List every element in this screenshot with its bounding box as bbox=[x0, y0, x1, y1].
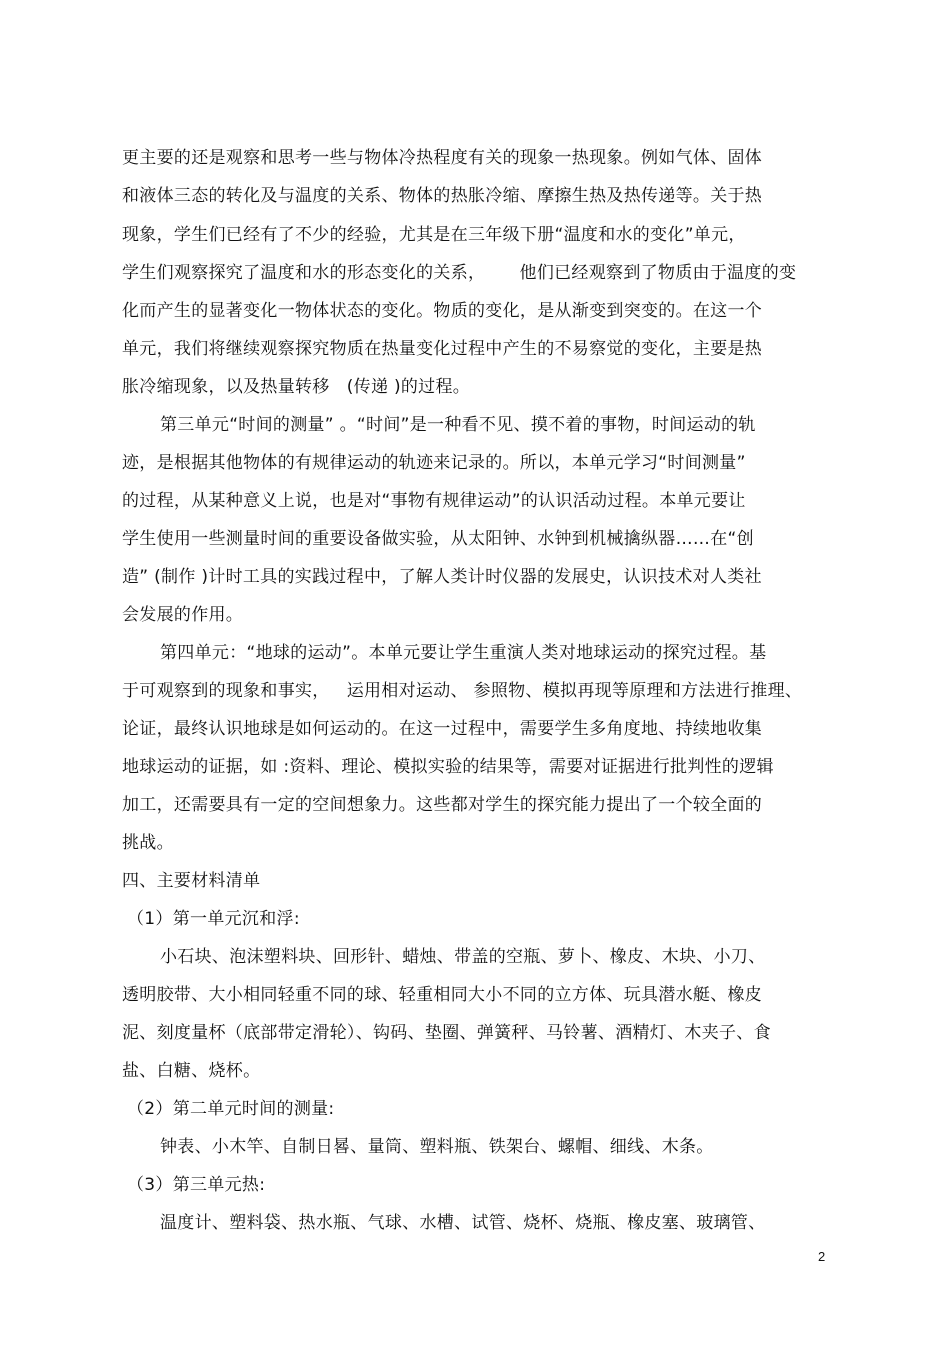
text-line: 单元，我们将继续观察探究物质在热量变化过程中产生的不易察觉的变化，主要是热 bbox=[122, 339, 763, 359]
text-line: 现象，学生们已经有了不少的经验，尤其是在三年级下册“温度和水的变化”单元， bbox=[122, 225, 746, 245]
paragraph-start-line: 第四单元：“地球的运动”。本单元要让学生重演人类对地球运动的探究过程。基 bbox=[160, 643, 767, 663]
page-number: 2 bbox=[818, 1249, 826, 1264]
text-line: 的过程，从某种意义上说，也是对“事物有规律运动”的认识活动过程。本单元要让 bbox=[122, 491, 746, 511]
text-line: 学生们观察探究了温度和水的形态变化的关系， 他们已经观察到了物质由于温度的变 bbox=[122, 263, 797, 283]
text-line: 加工，还需要具有一定的空间想象力。这些都对学生的探究能力提出了一个较全面的 bbox=[122, 795, 763, 815]
paragraph-start-line: 第三单元“时间的测量” 。“时间”是一种看不见、摸不着的事物，时间运动的轨 bbox=[160, 415, 756, 435]
text-line: 造” (制作 )计时工具的实践过程中，了解人类计时仪器的发展史，认识技术对人类社 bbox=[122, 567, 762, 587]
list-subheading: （3）第三单元热: bbox=[127, 1175, 266, 1195]
text-line: 更主要的还是观察和思考一些与物体冷热程度有关的现象一热现象。例如气体、固体 bbox=[122, 148, 763, 168]
text-line: 化而产生的显著变化一物体状态的变化。物质的变化，是从渐变到突变的。在这一个 bbox=[122, 301, 763, 321]
text-line: 挑战。 bbox=[122, 833, 174, 853]
paragraph-start-line: 钟表、小木竿、自制日晷、量筒、塑料瓶、铁架台、螺帽、细线、木条。 bbox=[160, 1137, 714, 1157]
text-line: 于可观察到的现象和事实， 运用相对运动、 参照物、模拟再现等原理和方法进行推理、 bbox=[122, 681, 803, 701]
list-subheading: （1）第一单元沉和浮: bbox=[127, 909, 300, 929]
text-line: 盐、白糖、烧杯。 bbox=[122, 1061, 261, 1081]
text-line: 胀冷缩现象，以及热量转移 (传递 )的过程。 bbox=[122, 377, 471, 397]
paragraph-start-line: 温度计、塑料袋、热水瓶、气球、水槽、试管、烧杯、烧瓶、橡皮塞、玻璃管、 bbox=[160, 1213, 766, 1233]
text-line: 学生使用一些测量时间的重要设备做实验，从太阳钟、水钟到机械擒纵器……在“创 bbox=[122, 529, 754, 549]
paragraph-start-line: 小石块、泡沫塑料块、回形针、蜡烛、带盖的空瓶、萝卜、橡皮、木块、小刀、 bbox=[160, 947, 766, 967]
text-line: 泥、刻度量杯（底部带定滑轮）、钩码、垫圈、弹簧秤、马铃薯、酒精灯、木夹子、食 bbox=[122, 1023, 771, 1043]
text-line: 和液体三态的转化及与温度的关系、物体的热胀冷缩、摩擦生热及热传递等。关于热 bbox=[122, 186, 763, 206]
section-heading: 四、主要材料清单 bbox=[122, 871, 261, 891]
text-line: 会发展的作用。 bbox=[122, 605, 244, 625]
text-line: 地球运动的证据，如 :资料、理论、模拟实验的结果等，需要对证据进行批判性的逻辑 bbox=[122, 757, 774, 777]
text-line: 透明胶带、大小相同轻重不同的球、轻重相同大小不同的立方体、玩具潜水艇、橡皮 bbox=[122, 985, 763, 1005]
text-line: 迹，是根据其他物体的有规律运动的轨迹来记录的。所以，本单元学习“时间测量” bbox=[122, 453, 746, 473]
list-subheading: （2）第二单元时间的测量: bbox=[127, 1099, 335, 1119]
text-line: 论证，最终认识地球是如何运动的。在这一过程中，需要学生多角度地、持续地收集 bbox=[122, 719, 763, 739]
